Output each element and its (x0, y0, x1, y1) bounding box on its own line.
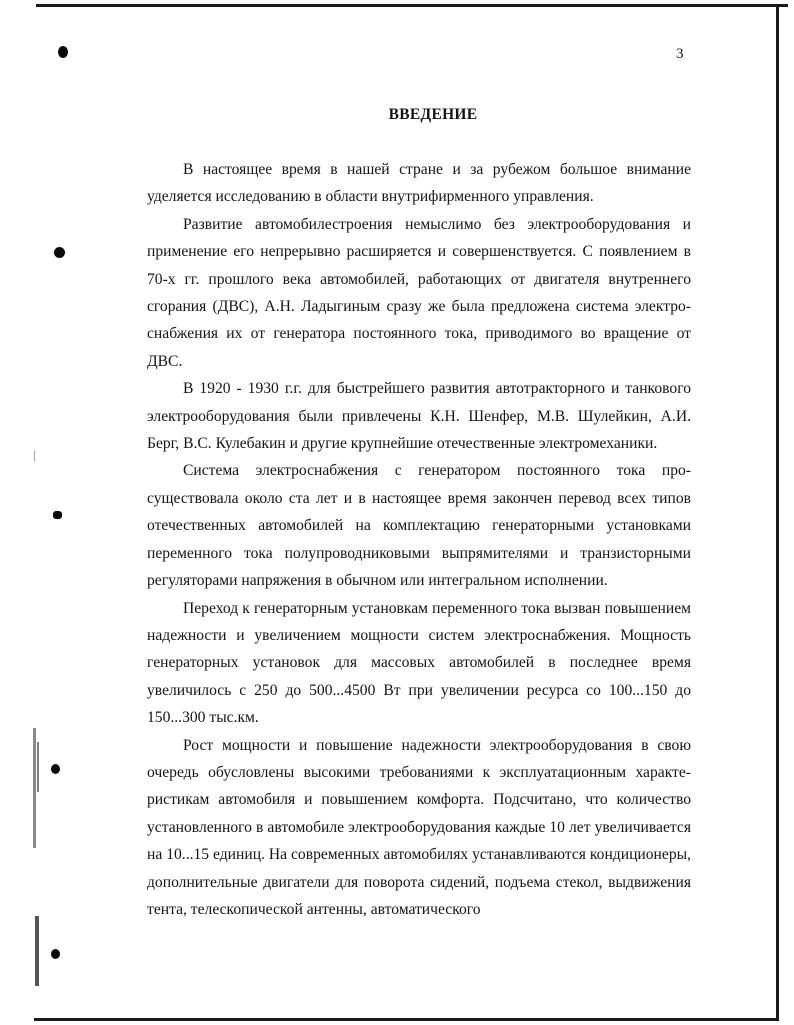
scan-border-top (36, 4, 788, 7)
paragraph: В настоящее время в нашей стране и за рубежом большое внимание уделяется исследованию в области внутрифирменного управления. (147, 161, 691, 206)
scan-artifact (33, 728, 36, 848)
scan-border-right (776, 4, 779, 1020)
binder-hole-mark (53, 511, 62, 519)
section-heading: ВВЕДЕНИЕ (388, 106, 478, 123)
binder-hole-mark (58, 46, 68, 58)
paragraph: Переход к генераторным установкам переменного тока вызван повышением надежности и увеличением мощности систем электроснабжения. Мощность генераторных установок для массовых автомобилей в последнее время увеличилось с 250 до 500...4500 Вт при увеличении ресурса со 100...150 до 150...300 тыс.км. (147, 599, 691, 727)
paragraph: В 1920 - 1930 г.г. для быстрейшего развития автотракторного и танкового электрооборудования были привлечены К.Н. Шенфер, М.В. Шулейкин, А.И. Берг, В.С. Кулебакин и другие крупнейшие отечественные электромеханики. (147, 380, 691, 453)
binder-hole-mark (54, 247, 65, 258)
scan-artifact (35, 916, 39, 986)
binder-hole-mark (51, 949, 60, 959)
paragraph: Рост мощности и повышение надежности электрооборудования в свою очередь обусловлены высокими требованиями к эксплуатационным характеристикам автомобиля и повышением комфорта. Подсчитано, что количество установленного в автомобиле электрооборудования каждые 10 лет увеличивается на 10...15 единиц. На современных автомобилях устанавливаются кондиционеры, дополнительные двигатели для поворота сидений, подъема стекол, выдвижения тента, телескопической антенны, автоматического (147, 736, 691, 918)
page-number: 3 (676, 46, 684, 62)
paragraph: Система электроснабжения с генератором постоянного тока просуществовала около ста лет и в настоящее время закончен перевод всех типов отечественных автомобилей на комплектацию генераторными установками переменного тока полупроводниковыми выпрямителями и транзисторными регуляторами напряжения в обычном или интегральном исполнении. (147, 462, 691, 590)
binder-hole-mark (51, 764, 60, 774)
body-text (147, 156, 691, 923)
paragraph: Развитие автомобилестроения немыслимо без электрооборудования и применение его непрерывно расширяется и совершенствуется. С появлением в 70-х гг. прошлого века автомобилей, работающих от двигателя внутреннего сгорания (ДВС), А.Н. Ладыгиным сразу же была предложена система электроснабжения их от генератора постоянного тока, приводимого во вращение от ДВС. (147, 215, 691, 370)
scan-border-bottom (34, 1018, 779, 1021)
scan-artifact (37, 742, 39, 792)
scan-artifact (34, 450, 35, 462)
